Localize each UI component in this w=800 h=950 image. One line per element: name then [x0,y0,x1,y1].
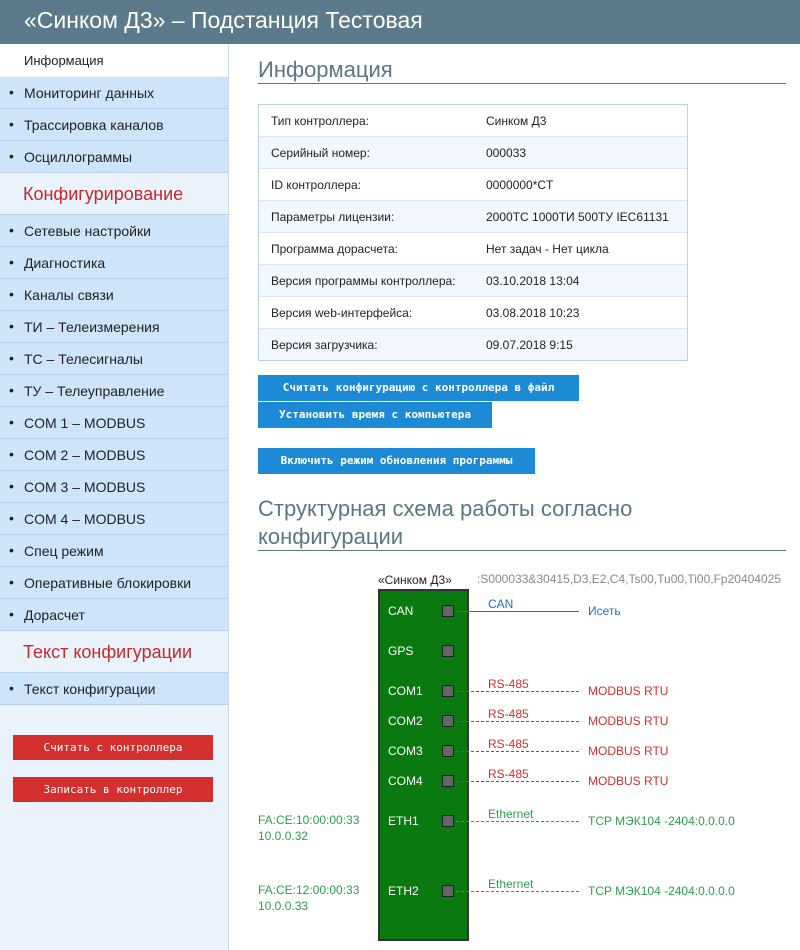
sidebar-item-label: ТИ – Телеизмерения [24,319,160,335]
port-connector [442,685,454,697]
table-row [259,137,687,169]
table-row [259,105,687,137]
port-label-com3: COM3 [388,744,423,758]
device-name: «Синком Д3» [378,573,452,587]
port-connector [442,745,454,757]
sidebar-item-спец-режим[interactable] [0,535,228,567]
sidebar-item-label: Каналы связи [24,287,114,303]
port-label-eth2: ETH2 [388,884,419,898]
sidebar-item-info[interactable] [0,44,228,76]
com-link-line [456,691,579,692]
port-label-com1: COM1 [388,684,423,698]
eth-link-line [456,821,579,822]
bullet: • [9,148,14,164]
info-table [258,104,688,361]
info-key: Версия web-интерфейса: [271,306,413,320]
sidebar-item-label: Диагностика [24,255,106,271]
port-connector [442,775,454,787]
port-label-gps: GPS [388,644,414,658]
diagram-title-line2: конфигурации [258,524,404,549]
bullet: • [9,254,14,270]
table-row [259,265,687,297]
sidebar-item-ту-телеуправление[interactable] [0,375,228,407]
sidebar-item-label: COM 2 – MODBUS [24,447,146,463]
sidebar-item-com-1-modbus[interactable] [0,407,228,439]
table-row [259,233,687,265]
set-time-button[interactable]: Установить время с компьютера [258,402,492,428]
read-config-to-file-button[interactable]: Считать конфигурацию с контроллера в файл [258,375,579,401]
com-link-line [456,781,579,782]
sidebar-item-текст-конфигурации[interactable] [0,673,228,705]
com-link-line [456,721,579,722]
sidebar-heading-label: Конфигурирование [23,184,184,204]
sidebar-item-label: ТУ – Телеуправление [24,383,165,399]
sidebar-item-трассировка-каналов[interactable] [0,109,228,141]
port-connector [442,645,454,657]
com-link-target: MODBUS RTU [588,774,669,788]
sidebar-item-каналы-связи[interactable] [0,279,228,311]
bullet: • [9,478,14,494]
eth-link-label: Ethernet [488,877,534,891]
info-key: Версия загрузчика: [271,338,378,352]
eth-ip-address: 10.0.0.33 [258,899,309,913]
diagram-title: Структурная схема работы согласно [258,496,633,521]
sidebar-item-label: ТС – Телесигналы [24,351,143,367]
sidebar-item-label: Дорасчет [24,607,85,623]
sidebar-item-label: Трассировка каналов [24,117,164,133]
com-link-label: RS-485 [488,707,529,721]
info-key: ID контроллера: [271,178,361,192]
info-key: Версия программы контроллера: [271,274,456,288]
bullet: • [9,286,14,302]
bullet: • [9,510,14,526]
can-link-line [456,611,579,612]
sidebar-item-com-4-modbus[interactable] [0,503,228,535]
sidebar-item-label: Осциллограммы [24,149,133,165]
bullet: • [9,84,14,100]
sidebar-item-label: Сетевые настройки [24,223,151,239]
com-link-target: MODBUS RTU [588,744,669,758]
bullet: • [9,222,14,238]
can-link-target: Исеть [588,604,621,618]
sidebar-item-осциллограммы[interactable] [0,141,228,173]
sidebar-heading-label: Текст конфигурации [23,642,193,662]
bullet: • [9,382,14,398]
sidebar-item-label: Мониторинг данных [24,85,155,101]
info-key: Тип контроллера: [271,114,369,128]
bullet: • [9,318,14,334]
eth-link-target: TCP МЭК104 -2404:0.0.0.0 [588,884,735,898]
bullet: • [9,414,14,430]
sidebar-item-com-3-modbus[interactable] [0,471,228,503]
com-link-label: RS-485 [488,737,529,751]
sidebar-item-дорасчет[interactable] [0,599,228,631]
sidebar-item-label: COM 4 – MODBUS [24,511,146,527]
info-value: 000033 [486,146,527,160]
bullet: • [9,350,14,366]
sidebar-item-label: Спец режим [24,543,104,559]
info-value: Синком Д3 [486,114,547,128]
info-value: 09.07.2018 9:15 [486,338,573,352]
info-key: Параметры лицензии: [271,210,395,224]
port-label-com4: COM4 [388,774,423,788]
sidebar-item-label: COM 1 – MODBUS [24,415,146,431]
info-key: Серийный номер: [271,146,370,160]
eth-mac-address: FA:CE:12:00:00:33 [258,883,360,897]
write-to-controller-button[interactable]: Записать в контроллер [13,777,213,802]
sidebar-item-диагностика[interactable] [0,247,228,279]
eth-mac-address: FA:CE:10:00:00:33 [258,813,360,827]
sidebar-item-ти-телеизмерения[interactable] [0,311,228,343]
com-link-target: MODBUS RTU [588,684,669,698]
eth-ip-address: 10.0.0.32 [258,829,309,843]
sidebar-item-label: Оперативные блокировки [24,575,192,591]
sidebar-item-сетевые-настройки[interactable] [0,215,228,247]
eth-link-line [456,891,579,892]
sidebar-item-тс-телесигналы[interactable] [0,343,228,375]
config-string: :S000033&30415,D3,E2,C4,Ts00,Tu00,Ti00,Fp20404025 [477,572,781,586]
sidebar-item-оперативные-блокировки[interactable] [0,567,228,599]
bullet: • [9,542,14,558]
table-row [259,201,687,233]
port-connector [442,605,454,617]
port-label-com2: COM2 [388,714,423,728]
can-link-label: CAN [488,597,514,611]
info-value: 03.08.2018 10:23 [486,306,580,320]
sidebar-heading-config-text [0,631,228,673]
com-link-label: RS-485 [488,767,529,781]
port-label-can: CAN [388,604,414,618]
info-key: Программа дорасчета: [271,242,398,256]
sidebar [0,44,229,950]
app-header [0,0,800,44]
page-title: «Синком Д3» – Подстанция Тестовая [24,7,423,33]
info-title: Информация [258,57,393,82]
eth-link-label: Ethernet [488,807,534,821]
info-value: 0000000*CT [486,178,554,192]
sidebar-heading-configuration [0,173,228,215]
sidebar-item-label: Текст конфигурации [24,681,156,697]
com-link-line [456,751,579,752]
port-label-eth1: ETH1 [388,814,419,828]
sidebar-item-com-2-modbus[interactable] [0,439,228,471]
com-link-target: MODBUS RTU [588,714,669,728]
bullet: • [9,680,14,696]
sidebar-item-label: Информация [24,53,104,68]
info-value: Нет задач - Нет цикла [486,242,609,256]
info-value: 03.10.2018 13:04 [486,274,580,288]
sidebar-item-label: COM 3 – MODBUS [24,479,146,495]
port-connector [442,715,454,727]
table-row [259,329,687,360]
table-row [259,297,687,329]
bullet: • [9,446,14,462]
divider [258,83,786,84]
port-connector [442,885,454,897]
divider [258,550,786,551]
update-mode-button[interactable]: Включить режим обновления программы [258,448,535,474]
info-value: 2000ТС 1000ТИ 500ТУ IEC61131 [486,210,669,224]
sidebar-item-мониторинг-данных[interactable] [0,77,228,109]
com-link-label: RS-485 [488,677,529,691]
table-row [259,169,687,201]
eth-link-target: TCP МЭК104 -2404:0.0.0.0 [588,814,735,828]
bullet: • [9,574,14,590]
port-connector [442,815,454,827]
bullet: • [9,606,14,622]
read-from-controller-button[interactable]: Считать с контроллера [13,735,213,760]
bullet: • [9,116,14,132]
